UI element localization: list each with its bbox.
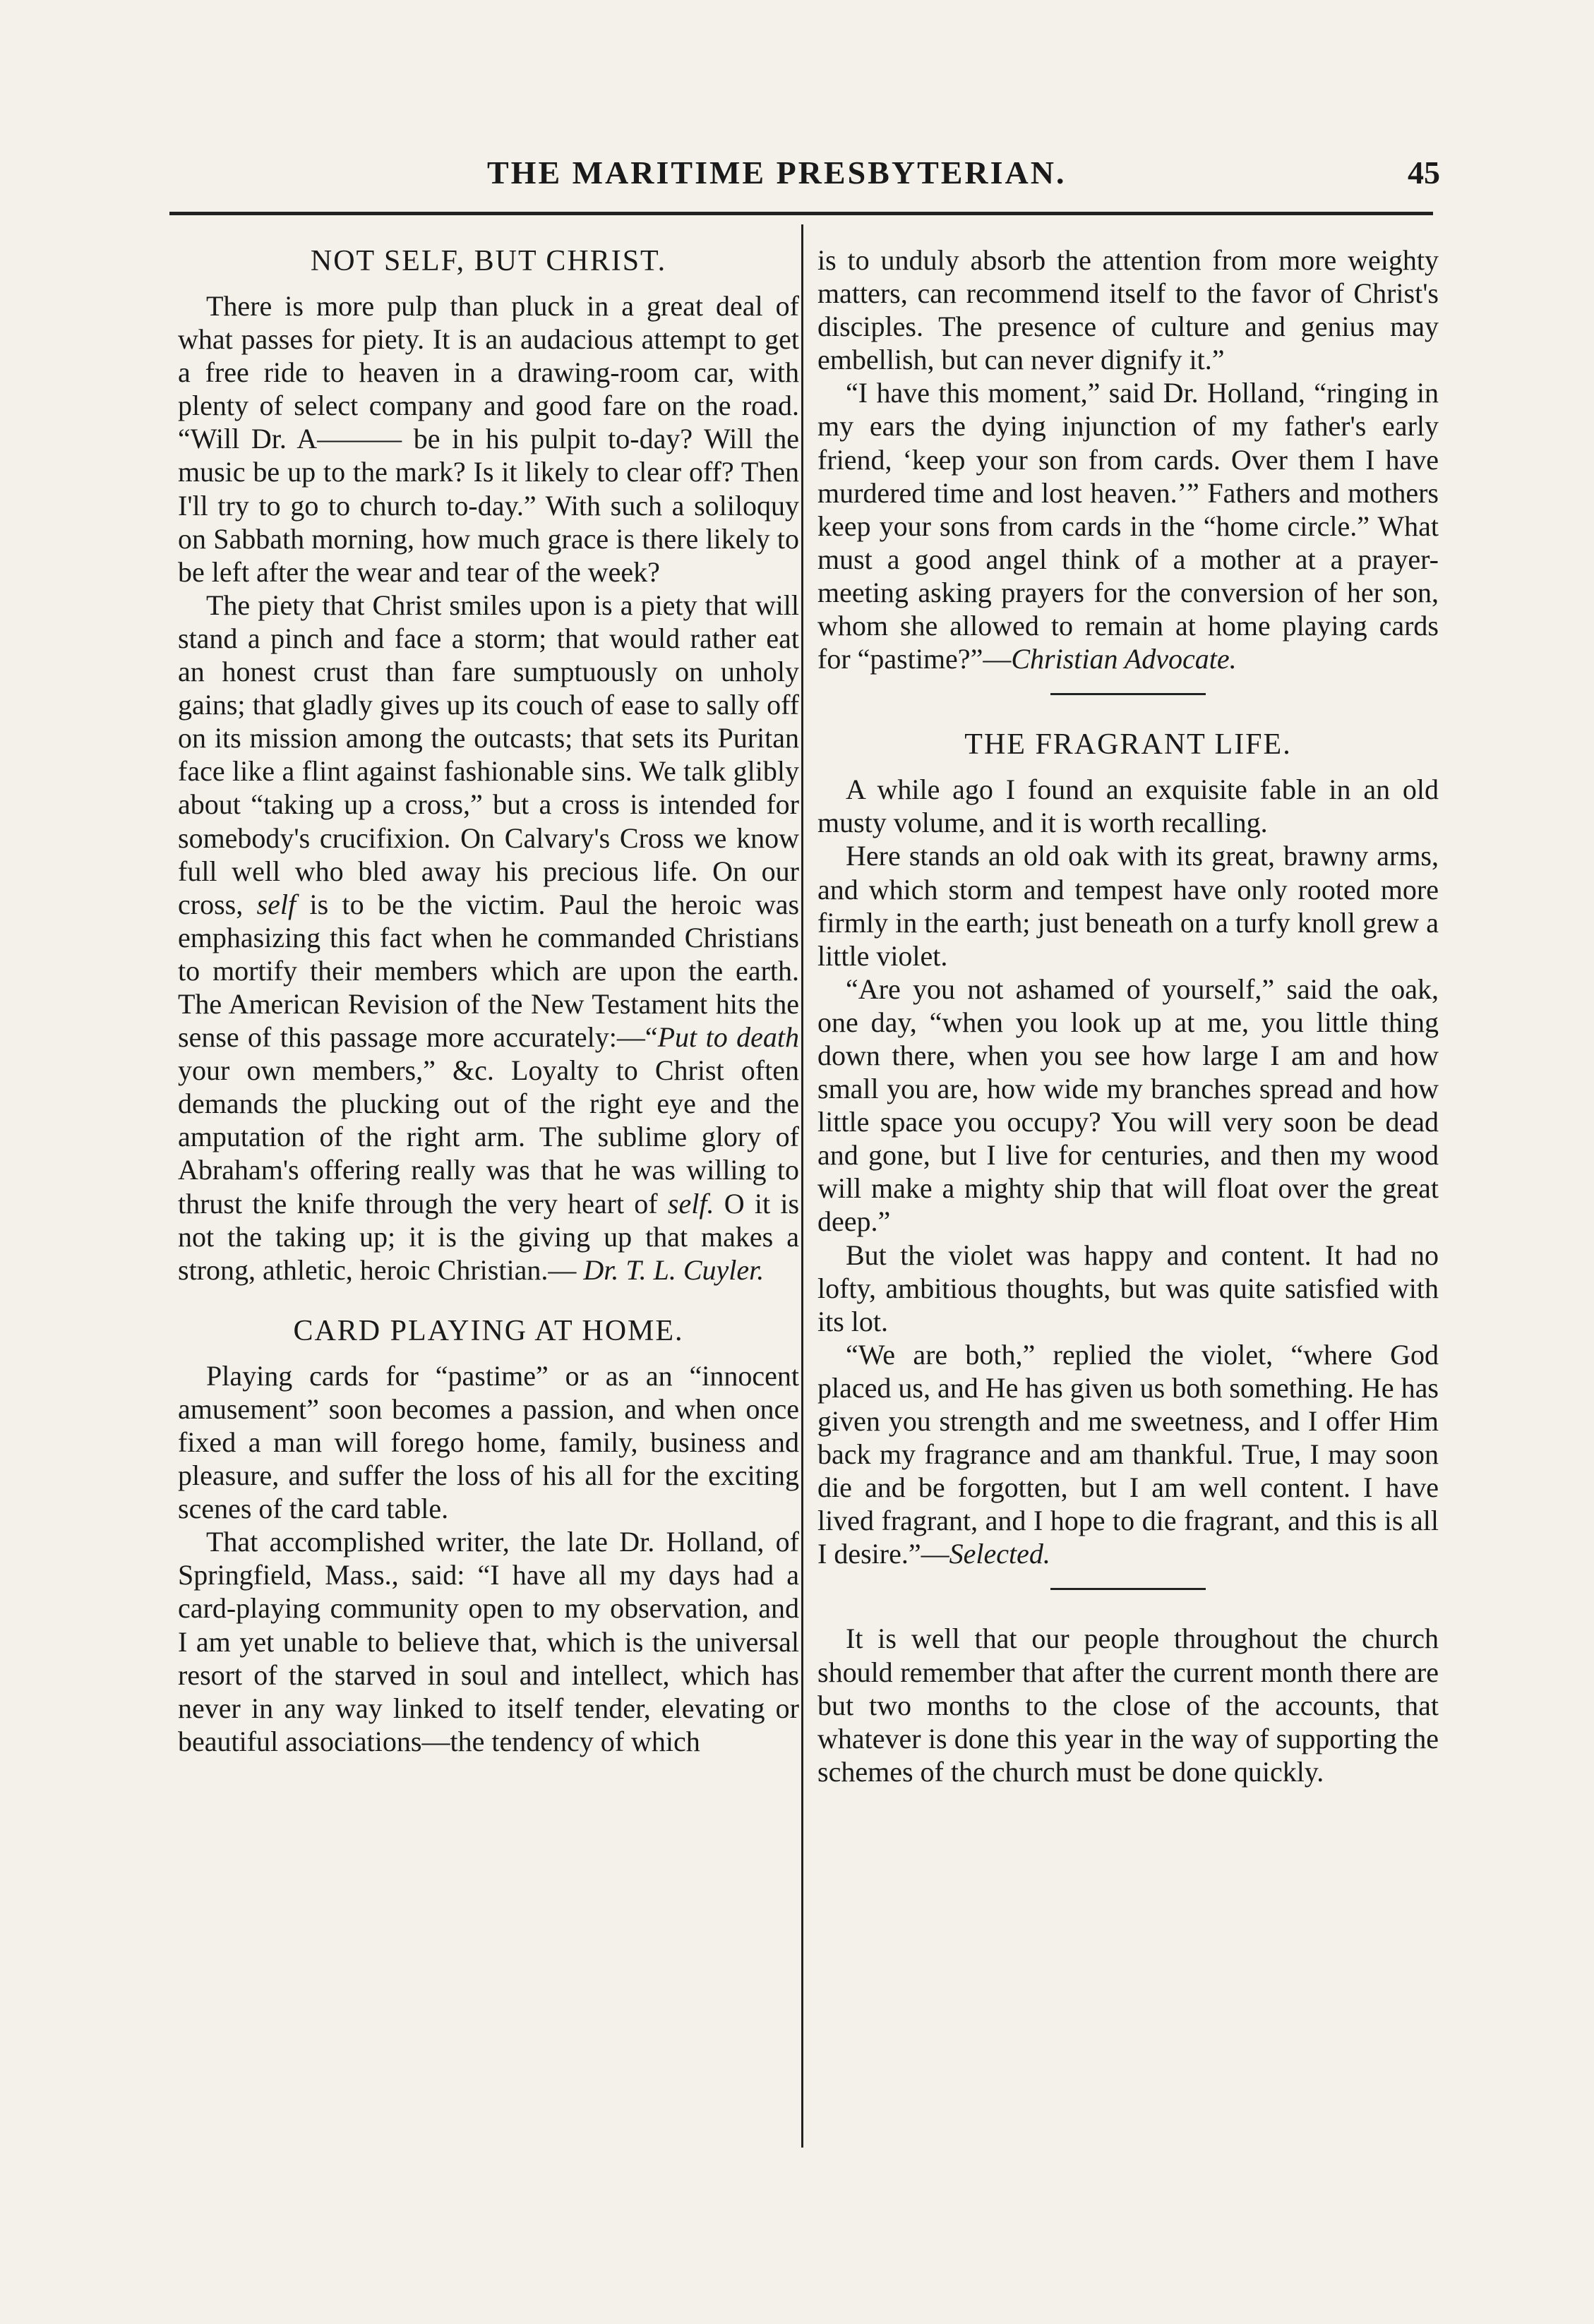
- article-paragraph: [178, 589, 799, 1287]
- article-paragraph: It is well that our people throughout the church should remember that after the current month there are but two months to the close of the accounts, that whatever is done this year in the way of supporting the schemes of the church must be done quickly.: [817, 1622, 1439, 1788]
- article-attribution: Christian Advocate.: [1011, 643, 1237, 675]
- article-paragraph: There is more pulp than pluck in a great deal of what passes for piety. It is an audacious attempt to get a free ride to heaven in a drawing-room car, with plenty of select company and good fare on the road. “Will Dr. A——— be in his pulpit to-day? Will the music be up to the mark? Is it likely to clear off? Then I'll try to go to church to-day.” With such a soliloquy on Sabbath morning, how much grace is there likely to be left after the wear and tear of the week?: [178, 290, 799, 588]
- running-head: [169, 154, 1440, 196]
- text-run: O it is not the taking up; it is the giving up that makes a strong, athletic, heroic Christian.—: [178, 1187, 800, 1286]
- running-title: THE MARITIME PRESBYTERIAN.: [487, 155, 1067, 191]
- text-run: is to be the victim. Paul the heroic was emphasizing this fact when he commanded Christians to mortify their members which are upon the earth. The American Revision of the New Testament hits the sense of this passage more accurately:—“: [178, 888, 800, 1054]
- article-attribution: Dr. T. L. Cuyler.: [583, 1253, 765, 1286]
- article-card-playing-continued: [817, 243, 1439, 675]
- article-attribution: Selected.: [949, 1538, 1050, 1570]
- page-number: 45: [1408, 155, 1440, 191]
- emphasis-self: self.: [667, 1187, 714, 1220]
- article-heading: THE FRAGRANT LIFE.: [964, 728, 1292, 761]
- article-heading: CARD PLAYING AT HOME.: [293, 1314, 684, 1347]
- article-the-fragrant-life: [817, 727, 1439, 1570]
- article-not-self-but-christ: [178, 243, 799, 1287]
- text-run: The piety that Christ smiles upon is a piety that will stand a pinch and face a storm; that would rather eat an honest crust than fare sumptuously on unholy gains; that gladly gives up its couch of ease to sally off on its mission among the outcasts; that sets its Puritan face like a flint against fashionable sins. We talk glibly about “taking up a cross,” but a cross is intended for somebody's crucifixion. On Calvary's Cross we know full well who bled away his precious life. On our cross,: [178, 589, 799, 920]
- left-column: [178, 243, 799, 1758]
- article-paragraph: Here stands an old oak with its great, brawny arms, and which storm and tempest have only rooted more firmly in the earth; just beneath on a turfy knoll grew a little violet.: [817, 840, 1439, 972]
- emphasis-self: self: [256, 888, 296, 920]
- text-run: “We are both,” replied the violet, “where God placed us, and He has given us both something. He has given you strength and me sweetness, and I offer Him back my fragrance and am thankful. True, I may soon die and be forgotten, but I am well content. I have lived fragrant, and I hope to die fragrant, and this is all I desire.”—: [817, 1338, 1439, 1570]
- emphasis-quote: Put to death: [657, 1021, 799, 1054]
- header-rule: [169, 212, 1433, 215]
- right-column: [817, 243, 1439, 1788]
- column-divider: [801, 224, 803, 2148]
- article-card-playing-at-home: [178, 1313, 799, 1758]
- article-paragraph: is to unduly absorb the attention from more weighty matters, can recommend itself to the favor of Christ's disciples. The presence of culture and genius may embellish, but can never dignify it.”: [817, 244, 1439, 376]
- article-paragraph: [817, 1338, 1439, 1571]
- notice-paragraph: [817, 1622, 1439, 1788]
- article-paragraph: A while ago I found an exquisite fable in an old musty volume, and it is worth recalling.: [817, 773, 1439, 839]
- article-paragraph: Playing cards for “pastime” or as an “innocent amusement” soon becomes a passion, and when once fixed a man will forego home, family, business and pleasure, and suffer the loss of his all for the exciting scenes of the card table.: [178, 1359, 799, 1525]
- text-run: your own members,” &c. Loyalty to Christ often demands the plucking out of the right eye and the amputation of the right arm. The sublime glory of Abraham's offering really was that he was willing to thrust the knife through the very heart of: [178, 1054, 799, 1220]
- text-run: “I have this moment,” said Dr. Holland, “ringing in my ears the dying injunction of my father's early friend, ‘keep your son from cards. Over them I have murdered time and lost heaven.’” Fathers and mothers keep your sons from cards in the “home circle.” What must a good angel think of a mother at a prayer-meeting asking prayers for the conversion of her son, whom she allowed to remain at home playing cards for “pastime?”—: [817, 377, 1439, 675]
- article-paragraph: [817, 376, 1439, 675]
- article-paragraph: But the violet was happy and content. It had no lofty, ambitious thoughts, but was quite satisfied with its lot.: [817, 1239, 1439, 1337]
- article-heading: NOT SELF, BUT CHRIST.: [310, 245, 667, 277]
- article-paragraph: “Are you not ashamed of yourself,” said the oak, one day, “when you look up at me, you little thing down there, when you see how large I am and how small you are, how wide my branches spread and how little space you occupy? You will very soon be dead and gone, but I live for centuries, and then my wood will make a mighty ship that will float over the great deep.”: [817, 973, 1439, 1238]
- article-paragraph: That accomplished writer, the late Dr. Holland, of Springfield, Mass., said: “I have all my days had a card-playing community open to my observation, and I am yet unable to believe that, which is the universal resort of the starved in soul and intellect, which has never in any way linked to itself tender, elevating or beautiful associations—the tendency of which: [178, 1526, 799, 1757]
